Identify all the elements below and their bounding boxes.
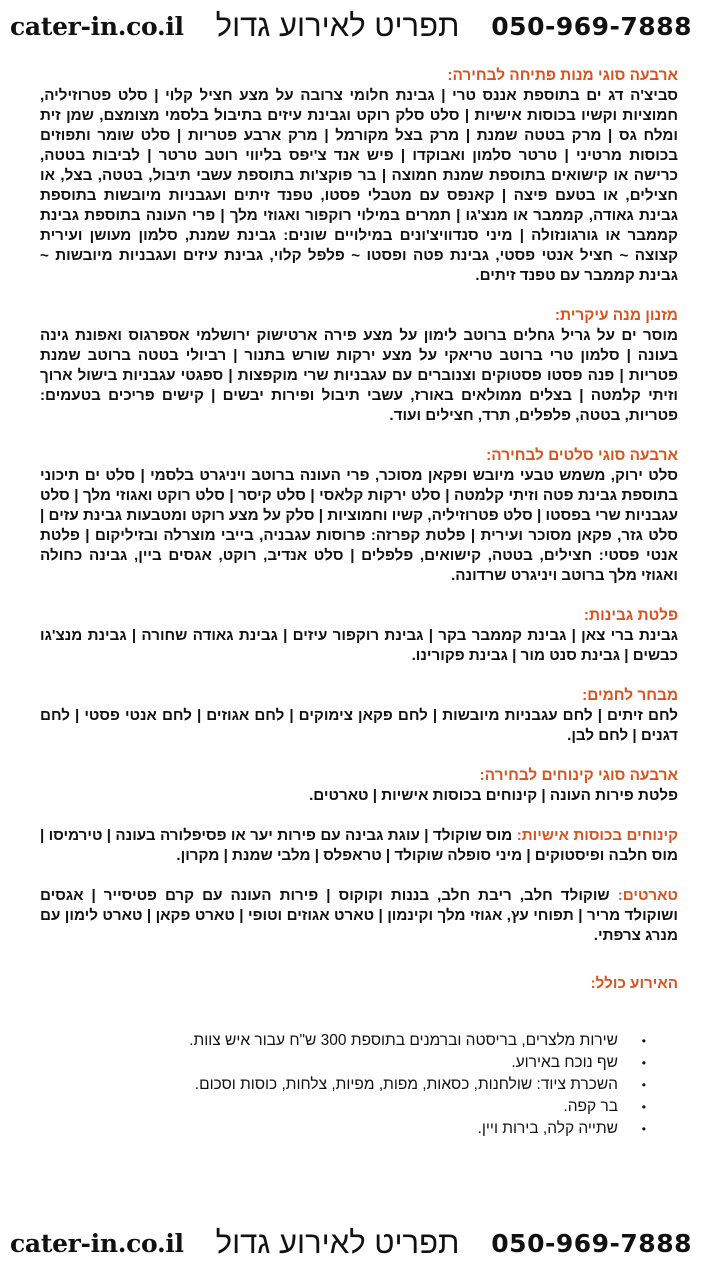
header-banner: [0, 4, 702, 48]
salads-section: [40, 446, 678, 586]
list-item: [40, 1030, 646, 1052]
section-body: סלט ירוק, משמש טבעי מיובש ופקאן מסוכר, פרי העונה ברוטב ויניגרט בלסמי | סלט ים תיכוני בתוספת גבינת פטה וזיתי קלמטה | סלט ירקות קלאסי | סלט קיסר | סלט רוקט ואגוזי מלך | סלט עגבניות שרי בפסטו | סלט פטרוזיליה, קשיו וחמוציות | סלק על מצע רוקט ומטבעות גבינת עזים | סלט גזר, פקאן מסוכר ועירית | פלטת קפרזה: פרוסות עגבניה, בייבי מוצרלה ובזיליקום | פלטת אנטי פסטי: חצילים, בטטה, קישואים, פלפלים | סלט אנדיב, רוקט, אגסים ביין, גבינה כחולה ואגוזי מלך ברוטב ויניגרט שרדונה.: [40, 467, 678, 584]
tarts-body: שוקולד חלב, ריבת חלב, בננות וקוקוס | פירות העונה עם קרם פטיסייר | אגסים ושוקולד מריר | תפוחי עץ, אגוזי מלך וקינמון | טארט אגוזים וטופי | טארט פקאן | טארט לימון עם מנרג צרפתי.: [40, 887, 678, 944]
phone-number[interactable]: 050-969-7888: [491, 11, 692, 41]
section-title: ארבעה סוגי קינוחים לבחירה:: [479, 767, 678, 784]
phone-number[interactable]: 050-969-7888: [491, 1228, 692, 1258]
section-title: מזנון מנה עיקרית:: [554, 307, 678, 324]
section-title: ארבעה סוגי סלטים לבחירה:: [486, 447, 678, 464]
menu-slogan: תפריט לאירוע גדול: [215, 1225, 460, 1260]
section-body: פלטת פירות העונה | קינוחים בכוסות אישיות | טארטים.: [309, 787, 678, 804]
cheese-section: [40, 606, 678, 666]
includes-list: [40, 1030, 678, 1140]
bullet-icon: •: [641, 1078, 646, 1092]
section-body: מוסר ים על גריל גחלים ברוטב לימון על מצע פירה ארטישוק ירושלמי אספרגוס ואפונת גינה בעונה | סלמון טרי ברוטב טריאקי על מצע ירקות שורש בתנור | רביולי בטטה ברוטב שמנת פטריות | פנה פסטו פסטוקים וצנוברים עם עגבניות שרי מוקפצות | ספגטי עגבניות בישול ארוך וזיתי קלמטה | בצלים ממולאים באורז, עשבי תיבול ופירות יבשים | קישים פריכים בטעמים: פטריות, בטטה, פלפלים, תרד, חצילים ועוד.: [40, 327, 678, 424]
desserts-section: [40, 766, 678, 806]
bullet-icon: •: [641, 1034, 646, 1048]
menu-slogan: תפריט לאירוע גדול: [215, 8, 460, 43]
dessert-cups-body: מוס שוקולד | עוגת גבינה עם פירות יער או פסיפלורה בעונה | טירמיסו | מוס חלבה ופיסטוקים | מיני סופלה שוקולד | טראפלס | מלבי שמנת | מקרון.: [40, 827, 678, 864]
menu-content: [40, 66, 678, 1140]
section-title: מבחר לחמים:: [582, 687, 678, 704]
section-body: גבינת ברי צאן | גבינת קממבר בקר | גבינת רוקפור עיזים | גבינת גאודה שחורה | גבינת מנצ'גו כבשים | גבינת סנט מור | גבינת פקורינו.: [40, 627, 678, 664]
list-item: [40, 1074, 646, 1096]
dessert-cups-title: קינוחים בכוסות אישיות:: [516, 827, 679, 844]
bullet-icon: •: [641, 1056, 646, 1070]
website-url[interactable]: cater-in.co.il: [10, 11, 184, 41]
dessert-cups-paragraph: [40, 826, 678, 866]
bullet-icon: •: [641, 1122, 646, 1136]
list-item: [40, 1118, 646, 1140]
tarts-title: טארטים:: [617, 887, 678, 904]
breads-section: [40, 686, 678, 746]
list-item: [40, 1052, 646, 1074]
list-item-text: בר קפה.: [563, 1098, 618, 1115]
list-item: [40, 1096, 646, 1118]
section-title: ארבעה סוגי מנות פתיחה לבחירה:: [447, 67, 678, 84]
website-url[interactable]: cater-in.co.il: [10, 1228, 184, 1258]
bullet-icon: •: [641, 1100, 646, 1114]
main-course-section: [40, 306, 678, 426]
section-body: סביצ'ה דג ים בתוספת אננס טרי | גבינת חלומי צרובה על מצע חציל קלוי | סלט פטרוזיליה, חמוציות וקשיו בכוסות אישיות | סלט סלק רוקט וגבינת עיזים בתיבול בלסמי מצומצם, שמן זית ומלח גס | מרק בטטה שמנת | מרק בצל מקורמל | מרק ארבע פטריות | סלט שומר ותפוזים בכוסות מרטיני | טרטר סלמון ואבוקדו | פיש אנד צ'יפס בליווי רוטב טרטר | לביבות בטטה, כרישה או קישואים בתוספת שמנת חמוצה | בר פוקצ'ות בתוספת עשבי תיבול, בטטה, בצל, או חצילים, או בטעם פיצה | קאנפס עם מטבלי פסטו, טפנד זיתים ועגבניות מיובשות בתוספת גבינת גאודה, קממבר או מנצ'גו | תמרים במילוי רוקפור ואגוזי מלך | פרי העונה בתוספת גבינת קממבר או גורגונזולה | מיני סנדוויצ'ונים במילויים שונים: גבינת שמנת, סלמון מעושן ועירית קצוצה ~ חציל אנטי פסטי, גבינת פטה ופסטו ~ פלפל קלוי, גבינת עיזים ועגבניות מיובשות ~ גבינת קממבר עם טפנד זיתים.: [40, 87, 678, 284]
list-item-text: שירות מלצרים, בריסטה וברמנים בתוספת 300 ש"ח עבור איש צוות.: [189, 1032, 618, 1049]
footer-banner: [0, 1221, 702, 1265]
list-item-text: שתייה קלה, בירות ויין.: [477, 1120, 618, 1137]
section-body: לחם זיתים | לחם עגבניות מיובשות | לחם פקאן צימוקים | לחם אגוזים | לחם אנטי פסטי | לחם דגנים | לחם לבן.: [40, 707, 678, 744]
list-item-text: השכרת ציוד: שולחנות, כסאות, מפות, מפיות, צלחות, כוסות וסכום.: [194, 1076, 618, 1093]
tarts-paragraph: [40, 886, 678, 946]
list-item-text: שף נוכח באירוע.: [511, 1054, 618, 1071]
includes-title: האירוע כולל:: [590, 975, 678, 992]
starters-section: [40, 66, 678, 286]
section-title: פלטת גבינות:: [583, 607, 678, 624]
